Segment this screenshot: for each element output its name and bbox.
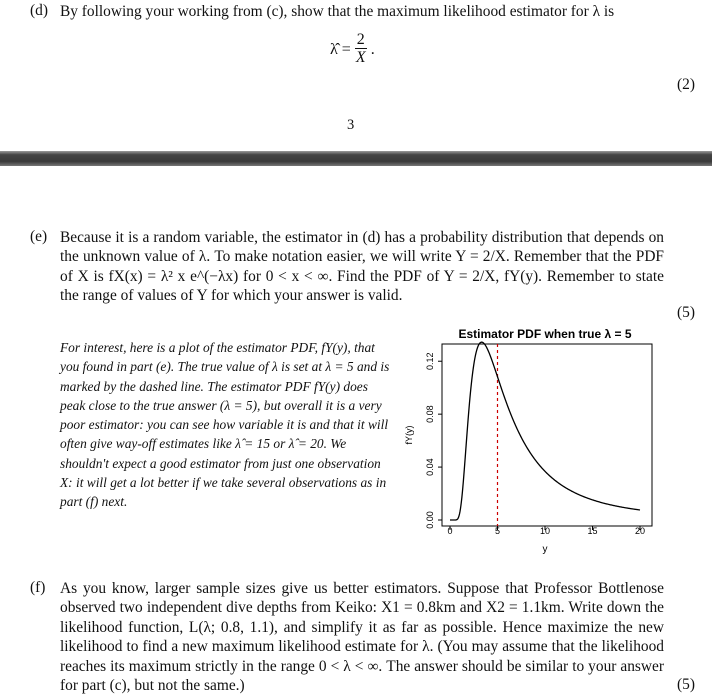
x-tick-label: 5 [494,526,501,536]
x-tick-label: 0 [447,526,453,536]
formula-fraction [355,32,367,67]
part-d-statement: By following your working from (c), show that the maximum likelihood estimator for λ is [60,3,615,20]
y-tick-label: 0.08 [425,405,435,423]
y-tick-label: 0.04 [425,458,435,476]
part-f-label: (f) [30,579,46,596]
y-axis-label: fY(y) [404,425,414,445]
x-tick-label: 15 [587,526,598,536]
part-d-formula [330,32,375,67]
y-axis [425,352,442,528]
formula-lhs: λ̂ = [330,40,351,58]
formula-denominator: X [355,49,366,66]
part-e-note-text: For interest, here is a plot of the estimator PDF, fY(y), that you found in part (e). The true value of λ is set at λ = 5 and is marked by the dashed line. The estimator PDF fY(y) does peak close to the true answer (λ = 5), but overall it is a very poor estimator: you can see how variable it is and that it will often give way-off estimates like λ̂ = 15 or λ̂ = 20. We shouldn't expect a good estimator from just one observation X: it will get a lot better if we take several observations as in part (f) next. [60,340,390,510]
y-tick-label: 0.12 [425,352,435,370]
page-number: 3 [347,117,355,133]
page-separator [0,151,712,166]
plot-frame [442,344,652,526]
part-f-statement: As you know, larger sample sizes give us better estimators. Suppose that Professor Bottlenose observed two independent dive depths from Keiko: X1 = 0.8km and X2 = 1.1km. Write down the likelihood function, L(λ; 0.8, 1.1), and simplify it as far as possible. Hence maximize the new likelihood to find a new maximum likelihood estimate for λ. (You may assume that the likelihood reaches its maximum strictly in the range 0 < λ < ∞. The answer should be similar to your answer for part (c), but not the same.) [60,580,664,695]
formula-numerator: 2 [356,31,365,48]
pdf-curve [450,342,640,520]
x-tick-label: 20 [634,526,646,536]
part-e-note [60,338,396,512]
part-f-text [60,579,664,695]
part-d-label: (d) [30,2,48,19]
x-tick-label: 10 [539,526,551,536]
part-e-label: (e) [30,228,48,245]
part-d-marks: (2) [677,76,695,93]
part-f-marks: (5) [677,676,695,693]
estimator-pdf-chart [400,320,670,560]
x-axis-label: y [542,544,548,555]
x-axis [447,526,645,536]
formula-period: . [370,40,375,58]
y-tick-label: 0.00 [425,511,435,529]
part-e-text [60,228,664,306]
part-d-text [60,2,672,21]
part-e-statement: Because it is a random variable, the estimator in (d) has a probability distribution that depends on the unknown value of λ. To make notation easier, we will write Y = 2/X. Remember that the PDF of X is fX(x) = λ² x e^(−λx) for 0 < x < ∞. Find the PDF of Y = 2/X, fY(y). Remember to state the range of values of Y for which your answer is valid. [60,229,664,305]
part-e-marks: (5) [677,304,695,321]
chart-title: Estimator PDF when true λ = 5 [458,327,632,341]
